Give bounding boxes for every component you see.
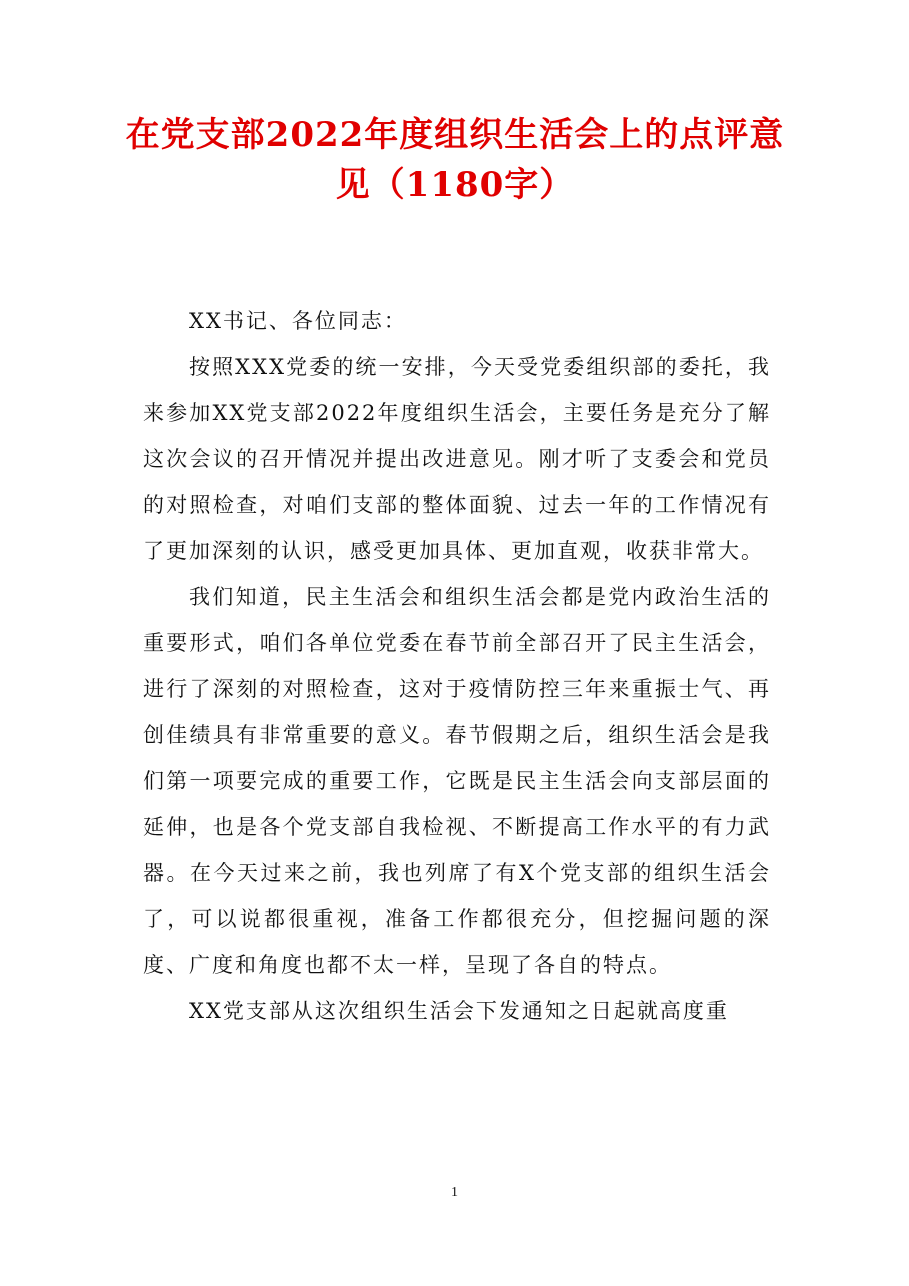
document-title: 在党支部2022年度组织生活会上的点评意见（1180字）	[125, 115, 785, 205]
page-number: 1	[451, 1185, 458, 1200]
salutation-paragraph: XX书记、各位同志：	[189, 309, 407, 333]
body-paragraph-3: XX党支部从这次组织生活会下发通知之日起就高度重	[189, 999, 729, 1023]
body-paragraph-2: 我们知道，民主生活会和组织生活会都是党内政治生活的重要形式，咱们各单位党委在春节前全部召开了民主生活会，进行了深刻的对照检查，这对于疫情防控三年来重振士气、再创佳绩具有非常重要的意义。春节假期之后，组织生活会是我们第一项要完成的重要工作，它既是民主生活会向支部层面的延伸，也是各个党支部自我检视、不断提高工作水平的有力武器。在今天过来之前，我也列席了有X个党支部的组织生活会了，可以说都很重视，准备工作都很充分，但挖掘问题的深度、广度和角度也都不太一样，呈现了各自的特点。	[143, 585, 771, 977]
body-paragraph-1: 按照XXX党委的统一安排，今天受党委组织部的委托，我来参加XX党支部2022年度组织生活会，主要任务是充分了解这次会议的召开情况并提出改进意见。刚才听了支委会和党员的对照检查，对咱们支部的整体面貌、过去一年的工作情况有了更加深刻的认识，感受更加具体、更加直观，收获非常大。	[143, 355, 771, 563]
document-body	[143, 298, 771, 1034]
